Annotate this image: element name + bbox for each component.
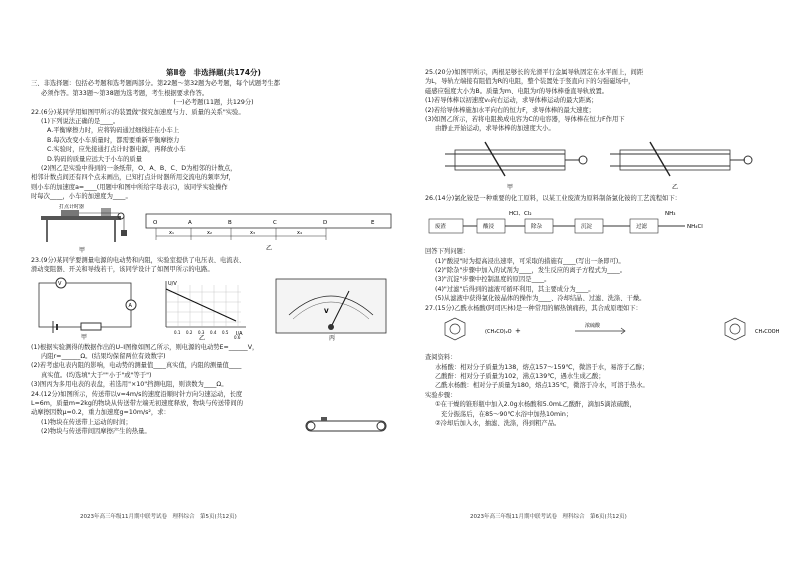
instruction-line: 必须作答。第33题～第38题为选考题，考生根据要求作答。 — [41, 89, 209, 97]
fig-yi-label: 乙 — [266, 244, 273, 252]
svg-text:V: V — [58, 280, 62, 287]
q26-line: (1)"酸浸"时为提高浸出速率，可采取的措施有____(写出一条即可)。 — [435, 257, 625, 265]
q22-line: 22.(6分)某同学用如图甲所示的装置做"探究加速度与力、质量的关系"实验。 — [31, 108, 245, 116]
instruction-line: (一)必考题(11题，共129分) — [173, 99, 254, 107]
q26-line: 回答下列问题： — [425, 248, 470, 256]
tape-label: B — [228, 219, 232, 226]
graph-x-label: I/A — [236, 330, 243, 337]
graph-tick: 0.2 — [186, 329, 193, 335]
q27-line: 充分振荡后，在85～90℃水浴中加热10min； — [441, 410, 573, 418]
flow-step: 酸浸 — [483, 224, 495, 231]
graph-tick: 0.3 — [198, 329, 205, 335]
tape-label: D — [323, 219, 328, 226]
left-page — [31, 68, 396, 488]
q23-line: 真实值。(均选填"大于""小于"或"等于") — [41, 371, 152, 379]
tape-dim: x₃ — [250, 229, 255, 236]
tape-dim: x₂ — [207, 229, 212, 236]
q27-reaction — [425, 315, 790, 351]
q27-line: 实验步骤： — [425, 391, 457, 399]
q27-line: 乙酸酐：相对分子质量为102，沸点139℃，遇水生成乙酸； — [435, 372, 605, 380]
q24-block — [31, 418, 396, 437]
tape-label: A — [188, 219, 192, 226]
fig-label-23c: 丙 — [329, 334, 336, 341]
q26-line: (2)"除杂"步骤中加入的试剂为____，发生反应的离子方程式为____。 — [435, 267, 627, 275]
q22-line: D.钩码的质量应远大于小车的质量 — [47, 155, 143, 163]
q22-figure-svg — [31, 204, 396, 254]
q24-line: (1)物块在传送带上运动的时间； — [41, 418, 132, 426]
circuit-diagram — [39, 278, 136, 341]
flow-step: 废渣 — [435, 224, 447, 231]
q26-line: 26.(14分)氯化铵是一种重要的化工原料，以某工业废渣为原料制备氯化铵的工艺流程如下： — [425, 194, 681, 202]
tape-dim: x₄ — [297, 229, 302, 236]
right-page — [425, 68, 790, 488]
flow-reagent: HCl、Cl₂ — [509, 211, 532, 218]
q23-line: 滑动变阻器、开关和导线若干，该同学设计了如图甲所示的电路。 — [31, 266, 214, 274]
q26-line: (3)"沉淀"步骤中控制温度的原因是____。 — [435, 276, 551, 284]
flow-step: 除杂 — [531, 224, 543, 231]
section-title: 第Ⅱ卷 非选择题(共174分) — [166, 68, 261, 77]
tape-label: E — [371, 219, 375, 226]
q25-line: (1)若导体棒以初速度v₀向右运动，求导体棒运动的最大距离； — [425, 97, 598, 105]
flow-step: NH₄Cl — [687, 224, 703, 231]
q23-line: (1)根据实验测得的数据作出的U–I图像如图乙所示，则电源的电动势E=______V， — [31, 343, 259, 351]
q26-flowchart — [425, 205, 790, 245]
graph-tick: 0.1 — [174, 329, 181, 335]
q22-line: C.实验时，应先接通打点计时器电源，再释放小车 — [47, 146, 186, 154]
tape-dim: x₁ — [169, 229, 174, 236]
reaction-svg — [425, 315, 790, 351]
graph-tick: 0.6 — [234, 334, 241, 340]
q22-figure — [31, 204, 396, 254]
q25-line: 为L，导轨左端接有阻值为R的电阻，整个装置处于竖直向下的匀强磁场中， — [425, 78, 635, 86]
q22-line: (2)图乙是实验中得到的一条纸带，O、A、B、C、D为相邻的计数点， — [41, 165, 237, 173]
q27-line: 27.(15分)乙酰水杨酸(阿司匹林)是一种常用的解热镇痛药，其合成原理如下： — [425, 304, 642, 312]
multimeter-dial — [276, 279, 386, 341]
q27-line: 查阅资料： — [425, 354, 457, 362]
rail-figure-b — [610, 142, 752, 191]
q26-line: (5)从滤液中获得氯化铵晶体的操作为____、冷却结晶、过滤、洗涤、干燥。 — [435, 295, 646, 303]
q22-line: 时每次____，小车的加速度为____。 — [31, 193, 132, 201]
q22-line: B.每次改变小车质量时，都需要重新平衡摩擦力 — [47, 136, 180, 144]
q23-line: 23.(9分)某同学要测量电源的电动势和内阻，实验室提供了电压表、电流表、 — [31, 256, 246, 264]
q24-line: L=6m，质量m=2kg的物块从传送带左端无初速度释放，物块与传送带间的 — [31, 399, 243, 407]
q27-line: 水杨酸：相对分子质量为138，熔点157～159℃，微溶于水，易溶于乙醇； — [435, 363, 649, 371]
q22-line: A.平衡摩擦力时，应将钩码通过细线挂在小车上 — [47, 127, 180, 135]
q27-line: ①在干燥的锥形瓶中加入2.0g水杨酸和5.0mL乙酸酐，滴加5滴浓硫酸， — [435, 401, 636, 409]
q25-line: 25.(20分)如图甲所示，两根足够长的光滑平行金属导轨固定在水平面上，间距 — [425, 69, 644, 76]
right-footer: 2023年高三年级11月期中联考试卷 理科综合 第6页(共12页) — [470, 514, 627, 520]
q24-line: 24.(12分)如图所示，传送带以v=4m/s的速度沿顺时针方向匀速运动，长度 — [31, 390, 243, 398]
q27-line: 乙酰水杨酸：相对分子质量为180，熔点135℃，微溶于冷水，可溶于热水。 — [435, 382, 649, 390]
fig-label-25b: 乙 — [672, 183, 679, 191]
q24-line: 动摩擦因数μ=0.2，重力加速度g=10m/s²，求： — [31, 409, 170, 417]
q25-line: 由静止开始运动，求导体棒的加速度大小。 — [435, 125, 555, 133]
q27-line: ②冷却后加入水，抽滤、洗涤，得到粗产品。 — [435, 419, 561, 427]
instruction-line: 三、非选择题：包括必考题和选考题两部分。第22题～第32题为必考题，每个试题考生都 — [31, 80, 281, 88]
left-footer: 2023年高三年级11月期中联考试卷 理科综合 第5页(共12页) — [80, 514, 237, 520]
q22-line: 相邻计数点间还有四个点未画出，已知打点计时器所用交流电的频率为f， — [31, 174, 235, 182]
q23-line: 内阻r=______Ω。(结果均保留两位有效数字) — [41, 352, 166, 360]
flow-step: 过滤 — [636, 224, 648, 231]
reaction-plus: + — [515, 327, 521, 336]
q22-line: 则小车的加速度a=____(用题中和图中所给字母表示)，该同学实验操作 — [31, 183, 228, 191]
flow-steps — [429, 211, 703, 233]
ui-graph — [166, 281, 246, 341]
fig-jia-label: 甲 — [79, 246, 86, 254]
conveyor-belt-figure — [301, 416, 391, 436]
paper-tape — [146, 214, 391, 252]
q25-line: 磁感应强度大小为B。质量为m、电阻为r的导体棒垂直导轨放置。 — [425, 87, 609, 95]
flowchart-svg — [425, 205, 790, 245]
q25-figure-svg — [425, 136, 790, 192]
q23-line: (3)图丙为多用电表的表盘，若选用"×10"挡测电阻，则读数为____Ω。 — [31, 381, 228, 389]
q25-figure — [425, 136, 790, 192]
reaction-catalyst: 浓硫酸 — [585, 323, 601, 330]
svg-text:(CH₃CO)₂O: (CH₃CO)₂O — [485, 329, 512, 336]
q24-line: (2)物块与传送带间因摩擦产生的热量。 — [41, 428, 151, 436]
cart-apparatus — [41, 204, 127, 254]
svg-text:V: V — [324, 307, 329, 315]
q23-figure — [31, 277, 396, 341]
q26-line: (4)"过滤"后得到的滤液可循环利用，其主要成分为____。 — [435, 285, 595, 293]
tape-label: O — [153, 219, 158, 226]
fig-label-25a: 甲 — [507, 183, 514, 191]
graph-y-label: U/V — [168, 280, 177, 287]
q23-figure-svg — [31, 277, 396, 341]
q25-line: (2)若给导体棒施加水平向右的恒力F，求导体棒的最大速度； — [425, 106, 595, 114]
device-label: 打点计时器 — [59, 203, 85, 210]
fig-label-23a: 甲 — [81, 333, 88, 341]
fig-label-23b: 乙 — [199, 334, 206, 341]
tape-label: C — [273, 219, 277, 226]
q23-line: (2)若考虑电表内阻的影响，电动势的测量值____真实值，内阻的测量值____ — [31, 362, 242, 370]
graph-tick: 0.4 — [210, 329, 217, 335]
graph-tick: 0.5 — [222, 329, 229, 335]
q25-line: (3)如图乙所示，若将电阻换成电容为C的电容器，导体棒在恒力F作用下 — [425, 116, 625, 124]
flow-step: 沉淀 — [581, 224, 593, 231]
rail-figure-a — [445, 142, 587, 191]
flow-reagent: NH₃ — [665, 211, 676, 218]
svg-text:A: A — [128, 302, 132, 309]
svg-text:CH₃COOH: CH₃COOH — [755, 329, 780, 336]
q22-line: (1)下列说法正确的是____。 — [41, 118, 120, 126]
